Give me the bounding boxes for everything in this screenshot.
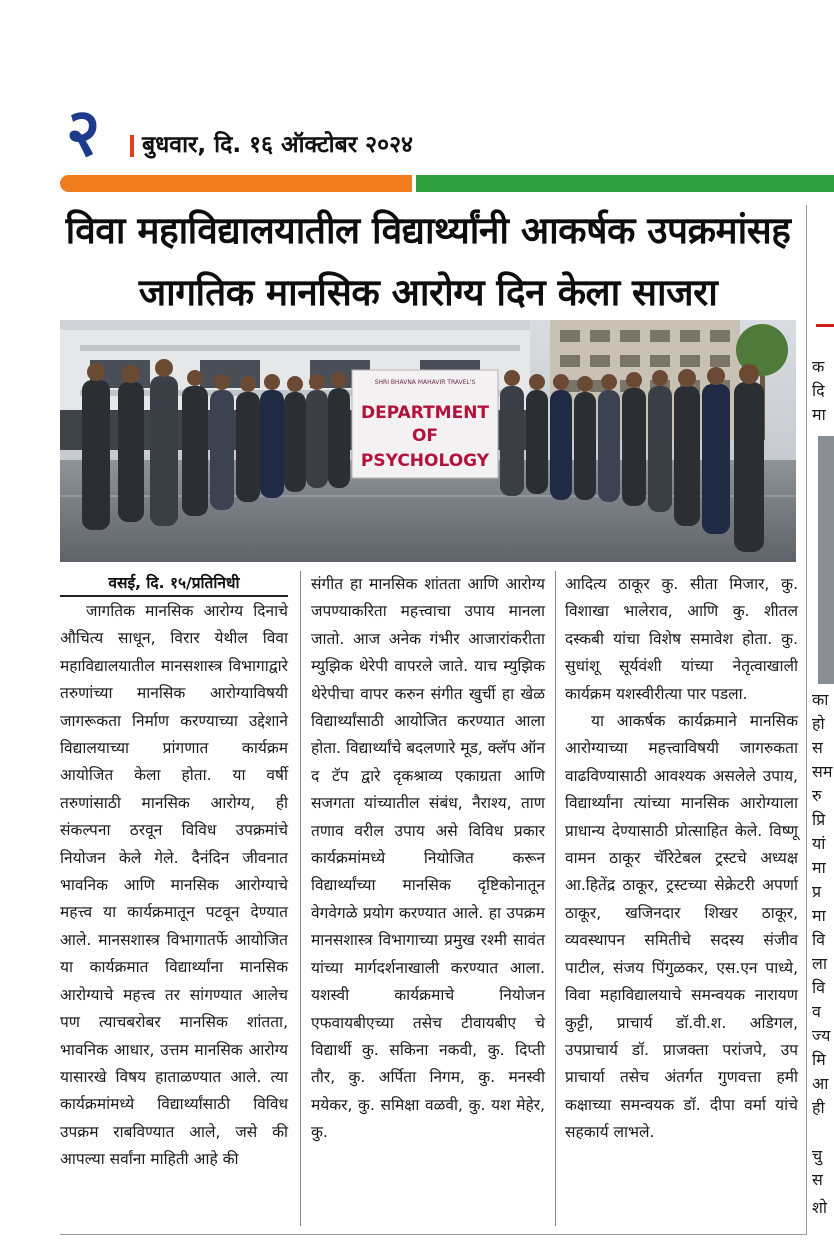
adjacent-text-fragment: मा bbox=[812, 906, 826, 925]
headline-line-1: विवा महाविद्यालयातील विद्यार्थ्यांनी आकर्षक उपक्रमांसह bbox=[65, 209, 791, 252]
adjacent-text-fragment: आ bbox=[812, 1074, 829, 1093]
adjacent-text-fragment: का bbox=[812, 690, 829, 709]
adjacent-text-fragment: ज्य bbox=[812, 1026, 831, 1045]
tricolor-band-orange bbox=[60, 175, 412, 192]
adjacent-text-fragment: क bbox=[812, 357, 825, 376]
adjacent-text-fragment: मा bbox=[812, 858, 826, 877]
page-number: २ bbox=[66, 93, 101, 171]
byline-underline bbox=[60, 595, 288, 597]
headline-line-2: जागतिक मानसिक आरोग्य दिन केला साजरा bbox=[138, 271, 718, 314]
column-divider bbox=[555, 571, 556, 1226]
adjacent-text-fragment: स bbox=[812, 1170, 823, 1189]
adjacent-text-fragment: यां bbox=[812, 834, 826, 853]
group-photo bbox=[60, 320, 796, 562]
adjacent-text-fragment: वि bbox=[812, 978, 826, 997]
article-paragraph: आदित्य ठाकूर कु. सीता मिजार, कु. विशाखा भालेराव, आणि कु. शीतल दस्कबी यांचा विशेष समावेश होता. कु. सुधांशू सूर्यवंशी यांच्या नेतृत्वाखाली कार्यक्रम यशस्वीरीत्या पार पडला. bbox=[565, 575, 798, 703]
adjacent-text-fragment: सम bbox=[812, 762, 833, 781]
tricolor-band-green bbox=[416, 175, 834, 192]
adjacent-text-fragment: मा bbox=[812, 405, 826, 424]
banner-line-2: OF bbox=[411, 426, 439, 446]
adjacent-text-fragment: शो bbox=[812, 1198, 828, 1217]
date-marker bbox=[130, 135, 134, 157]
adjacent-text-fragment: वि bbox=[812, 930, 826, 949]
right-column-divider bbox=[806, 205, 807, 1235]
adjacent-text-fragment: प्र bbox=[812, 882, 822, 901]
adjacent-text-fragment: स bbox=[812, 738, 823, 757]
banner-line-3: PSYCHOLOGY bbox=[360, 451, 490, 471]
page-bottom-rule bbox=[60, 1234, 806, 1235]
issue-date: बुधवार, दि. १६ ऑक्टोबर २०२४ bbox=[142, 132, 414, 158]
adjacent-text-fragment: रु bbox=[812, 786, 822, 805]
adjacent-text-fragment: ही bbox=[812, 1098, 825, 1117]
adjacent-article-accent bbox=[816, 324, 834, 327]
article-column-2 bbox=[311, 571, 545, 1147]
adjacent-text-fragment: चु bbox=[812, 1146, 823, 1165]
group-photo-illustration bbox=[60, 320, 796, 562]
article-paragraph: संगीत हा मानसिक शांतता आणि आरोग्य जपण्याकरिता महत्त्वाचा उपाय मानला जातो. आज अनेक गंभीर आजारांकरीता म्युझिक थेरेपी वापरले जाते. याच म्युझिक थेरेपीचा वापर करुन संगीत खुर्ची हा खेळ विद्यार्थ्यांसाठी आयोजित करण्यात आला होता. विद्यार्थ्यांचे बदलणारे मूड, क्लॅप ऑन द टॅप द्वारे दृकश्राव्य एकाग्रता आणि सजगता यांच्यातील संबंध, नैराश्य, ताण तणाव वरील उपाय असे विविध प्रकार कार्यक्रमांमध्ये नियोजित करून विद्यार्थ्यांच्या मानसिक दृष्टिकोनातून वेगवेगळे प्रयोग करण्यात आले. हा उपक्रम मानसशास्त्र विभागाच्या प्रमुख रश्मी सावंत यांच्या मार्गदर्शनाखाली करण्यात आला. यशस्वी कार्यक्रमाचे नियोजन एफवायबीएच्या तसेच टीवायबीए चे विद्यार्थी कु. सकिना नकवी, कु. दिप्ती तौर, कु. अर्पिता निगम, कु. मनस्वी मयेकर, कु. समिक्षा वळवी, कु. यश मेहेर, कु. bbox=[311, 575, 545, 1142]
adjacent-article-photo bbox=[818, 436, 834, 684]
article-byline: वसई, दि. १५/प्रतिनिधी bbox=[108, 574, 240, 592]
article-paragraph: जागतिक मानसिक आरोग्य दिनाचे औचित्य साधून, विरार येथील विवा महाविद्यालयातील मानसशास्त्र विभागाद्वारे तरुणांच्या मानसिक आरोग्याविषयी जागरूकता निर्माण करण्याच्या उद्देशाने विद्यालयाच्या प्रांगणात कार्यक्रम आयोजित केला होता. या वर्षी तरुणांसाठी मानसिक आरोग्य, ही संकल्पना ठरवून विविध उपक्रमांचे नियोजन केले गेले. दैनंदिन जीवनात भावनिक आणि मानसिक आरोग्याचे महत्त्व या कार्यक्रमातून पटवून देण्यात आले. मानसशास्त्र विभागातर्फे आयोजित या कार्यक्रमात विद्यार्थ्यांना मानसिक आरोग्याचे महत्त्व तर सांगण्यात आलेच पण त्याचबरोबर मानसिक शांतता, भावनिक आधार, उत्तम मानसिक आरोग्य यासारखे विषय हाताळण्यात आले. त्या कार्यक्रमांमध्ये विद्यार्थ्यांसाठी विविध उपक्रम राबविण्यात आले, जसे की आपल्या सर्वांना माहिती आहे की bbox=[60, 602, 288, 1169]
adjacent-text-fragment: हो bbox=[812, 714, 825, 733]
adjacent-text-fragment: व bbox=[812, 1002, 821, 1021]
adjacent-text-fragment: प्रि bbox=[812, 810, 826, 829]
article-paragraph: या आकर्षक कार्यक्रमाने मानसिक आरोग्याच्या महत्त्वाविषयी जागरुकता वाढविण्यासाठी आवश्यक असलेले उपाय, विद्यार्थ्यांना त्यांच्या मानसिक आरोग्याला प्राधान्य देण्यासाठी प्रोत्साहित केले. विष्णू वामन ठाकूर चॅरिटेबल ट्रस्टचे अध्यक्ष आ.हितेंद्र ठाकूर, ट्रस्टच्या सेक्रेटरी अपर्णा ठाकूर, खजिनदार शिखर ठाकूर, व्यवस्थापन समितीचे सदस्य संजीव पाटील, संजय पिंगुळकर, एस.एन पाध्ये, विवा महाविद्यालयाचे समन्वयक नारायण कुट्टी, प्राचार्य डॉ.वी.श. अडिगल, उपप्राचार्य डॉ. प्राजक्ता परांजपे, उप प्राचार्या तसेच अंतर्गत गुणवत्ता हमी कक्षाच्या समन्वयक डॉ. दीपा वर्मा यांचे सहकार्य लाभले. bbox=[565, 712, 798, 1142]
adjacent-text-fragment: दि bbox=[812, 381, 825, 400]
column-divider bbox=[300, 571, 301, 1226]
banner-small-text: SHRI BHAVNA MAHAVIR TRAVEL'S bbox=[374, 379, 476, 386]
banner-line-1: DEPARTMENT bbox=[360, 403, 490, 423]
article-column-3 bbox=[565, 571, 798, 1147]
adjacent-text-fragment: मि bbox=[812, 1050, 826, 1069]
adjacent-text-fragment: ला bbox=[812, 954, 827, 973]
article-column-1 bbox=[60, 598, 288, 1174]
